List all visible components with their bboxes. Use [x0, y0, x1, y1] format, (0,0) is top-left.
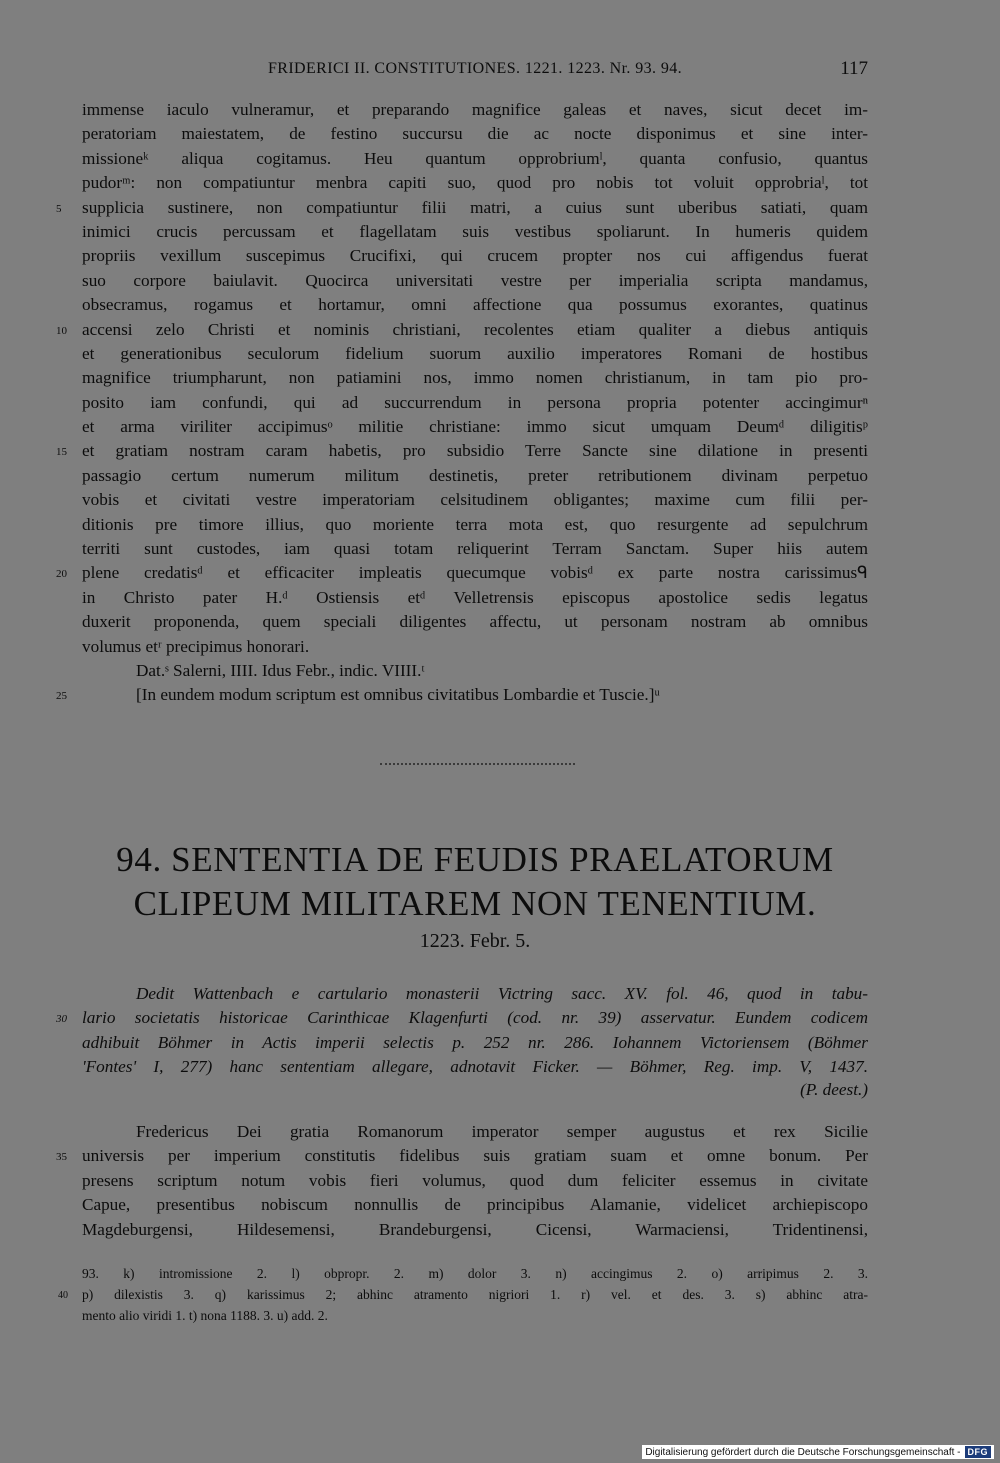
text-line [82, 244, 868, 268]
text-line [82, 1218, 868, 1242]
text-line [56, 561, 868, 585]
line-number: 30 [56, 1013, 67, 1026]
section-94-date: 1223. Febr. 5. [419, 930, 531, 952]
section-94-title-line-2: CLIPEUM MILITAREM NON TENENTIUM. [133, 884, 817, 923]
line-text: immense iaculo vulneramur, et preparando magnifice galeas et naves, sicut decet im- [82, 100, 868, 119]
line-text: ditionis pre timore illius, quo moriente terra mota est, quo resurgente ad sepulchrum [82, 514, 868, 534]
intro-line [82, 982, 868, 1006]
text-line [82, 610, 868, 634]
text-line [82, 98, 868, 122]
line-text: Capue, presentibus nobiscum nonnullis de principibus Alamanie, videlicet archiepiscopo [82, 1195, 868, 1215]
line-text: et gratiam nostram caram habetis, pro subsidio Terre Sancte sine dilatione in presenti [82, 441, 868, 461]
document-93-dating [56, 659, 868, 708]
text-line [82, 537, 868, 561]
line-text: accensi zelo Christi et nominis christiani, recolentes etiam qualiter a diebus antiquis [82, 319, 868, 339]
text-line [82, 366, 868, 390]
line-text: duxerit proponenda, quem speciali diligentes affectu, ut personam nostram ab omnibus [82, 612, 868, 632]
line-number: 40 [58, 1290, 68, 1301]
line-text: presens scriptum notum vobis fieri volumus, quod dum feliciter essemus in civitate [82, 1170, 868, 1190]
text-line [82, 464, 868, 488]
line-text: passagio certum numerum militum destinetis, preter retributionem divinam perpetuo [82, 465, 868, 485]
line-number: 35 [56, 1151, 67, 1164]
text-line [82, 1193, 868, 1217]
closing-line [56, 683, 868, 707]
text-line [56, 439, 868, 463]
line-text: adhibuit Böhmer in Actis imperii selectis p. 252 nr. 286. Iohannem Victoriensem (Böhmer [82, 1032, 868, 1052]
footer-text: Digitalisierung gefördert durch die Deutsche Forschungsgemeinschaft - [645, 1446, 961, 1458]
dating-line: Dat.ˢ Salerni, IIII. Idus Febr., indic. VIIII.ᵗ [136, 661, 425, 680]
line-number: 10 [56, 324, 67, 337]
section-94-intro-end [82, 1080, 868, 1100]
line-text: volumus etʳ precipimus honorari. [82, 636, 310, 656]
section-94-text [56, 1120, 868, 1242]
text-line [82, 171, 868, 195]
line-text: lario societatis historicae Carinthicae Klagenfurti (cod. nr. 39) asservatur. Eundem codicem [82, 1008, 868, 1028]
line-text: posito iam confundi, qui ad succurrendum in persona propria potenter accingimurⁿ [82, 392, 868, 412]
text-line [82, 220, 868, 244]
text-line [82, 342, 868, 366]
text-line [82, 147, 868, 171]
text-line [56, 196, 868, 220]
text-line [82, 586, 868, 610]
line-text: Magdeburgensi, Hildesemensi, Brandeburgensi, Cicensi, Warmaciensi, Tridentinensi, [82, 1219, 868, 1239]
text-line [82, 391, 868, 415]
line-text: mento alio viridi 1. t) nona 1188. 3. u) add. 2. [82, 1308, 328, 1323]
footer-credit [642, 1445, 994, 1459]
line-text: et arma viriliter accipimusᵒ militie christiane: immo sicut umquam Deumᵈ diligitisᵖ [82, 417, 868, 437]
text-line [56, 1144, 868, 1168]
line-text: Dedit Wattenbach e cartulario monasterii Victring sacc. XV. fol. 46, quod in tabu- [136, 984, 868, 1003]
line-text: supplicia sustinere, non compatiuntur filii matri, a cuius sunt uberibus satiati, quam [82, 197, 868, 217]
line-text: magnifice triumpharunt, non patiamini nos, immo nomen christianum, in tam pio pro- [82, 368, 868, 388]
line-text: et generationibus seculorum fidelium suorum auxilio imperatores Romani de hostibus [82, 343, 868, 363]
line-number: 15 [56, 446, 67, 459]
line-text: 93. k) intromissione 2. l) obpropr. 2. m) dolor 3. n) accingimus 2. o) arripimus 2. 3. [82, 1266, 868, 1281]
text-line [82, 415, 868, 439]
line-text: 'Fontes' I, 277) hanc sententiam allegare, adnotavit Ficker. — Böhmer, Reg. imp. V, 1437. [82, 1057, 868, 1077]
line-text: inimici crucis percussam et flagellatam suis vestibus spoliarunt. In humeris quidem [82, 221, 868, 241]
running-header [82, 60, 868, 86]
line-text: pudorᵐ: non compatiuntur menbra capiti suo, quod pro nobis tot voluit opprobriaˡ, tot [82, 173, 868, 193]
text-line [82, 1169, 868, 1193]
section-separator [380, 763, 575, 767]
line-text: suo corpore baiulavit. Quocirca universitati vestre per imperialia scripta mandamus, [82, 270, 868, 290]
line-text: universis per imperium constitutis fidelibus suis gratiam suam et omne bonum. Per [82, 1146, 868, 1166]
intro-line [56, 1006, 868, 1030]
line-text: propriis vexillum suscepimus Crucifixi, qui crucem propter nos cui affigendus fuerat [82, 246, 868, 266]
section-94-introduction [56, 982, 868, 1080]
footnote-line [82, 1263, 868, 1284]
dfg-logo: DFG [965, 1446, 992, 1458]
closing-text: [In eundem modum scriptum est omnibus civitatibus Lombardie et Tuscie.]ᵘ [136, 685, 661, 705]
line-text: vobis et civitati vestre imperatoriam celsitudinem obligantes; maxime cum filii per- [82, 490, 868, 510]
line-number: 20 [56, 568, 67, 581]
line-text: missioneᵏ aliqua cogitamus. Heu quantum opprobriumˡ, quanta confusio, quantus [82, 148, 868, 168]
text-line [56, 318, 868, 342]
footnotes [58, 1263, 868, 1326]
line-number: 5 [56, 202, 62, 215]
line-text: p) dilexistis 3. q) karissimus 2; abhinc atramento nigriori 1. r) vel. et des. 3. s) abhinc atra- [82, 1287, 868, 1302]
footnote-line [82, 1305, 868, 1326]
text-line [82, 635, 868, 659]
text-line [82, 488, 868, 512]
intro-line [82, 1055, 868, 1079]
intro-line [82, 1031, 868, 1055]
footnote-line [58, 1284, 868, 1305]
text-line [82, 293, 868, 317]
document-93-text [56, 98, 868, 659]
running-title: FRIDERICI II. CONSTITUTIONES. 1221. 1223. Nr. 93. 94. [267, 60, 683, 77]
line-text: obsecramus, rogamus et hortamur, omni affectione qua possumus exorantes, quatinus [82, 295, 868, 315]
line-text: in Christo pater H.ᵈ Ostiensis etᵈ Velletrensis episcopus apostolice sedis legatus [82, 587, 868, 607]
line-text: Fredericus Dei gratia Romanorum imperator semper augustus et rex Sicilie [136, 1122, 868, 1141]
intro-end-text: (P. deest.) [800, 1080, 868, 1099]
section-94-title-line-1: 94. SENTENTIA DE FEUDIS PRAELATORUM [116, 840, 834, 879]
section-94-title [82, 838, 868, 926]
text-line [82, 513, 868, 537]
line-text: plene credatisᵈ et efficaciter impleatis quecumque vobisᵈ ex parte nostra carissimusᑫ [82, 563, 868, 583]
page-number: 117 [840, 58, 868, 79]
line-text: territi sunt custodes, iam quasi totam reliquerint Terram Sanctam. Super hiis autem [82, 539, 868, 559]
line-number: 25 [56, 690, 67, 703]
text-line [82, 1120, 868, 1144]
line-text: peratoriam maiestatem, de festino succursu die ac nocte disponimus et sine inter- [82, 124, 868, 144]
text-line [82, 269, 868, 293]
text-line [82, 122, 868, 146]
